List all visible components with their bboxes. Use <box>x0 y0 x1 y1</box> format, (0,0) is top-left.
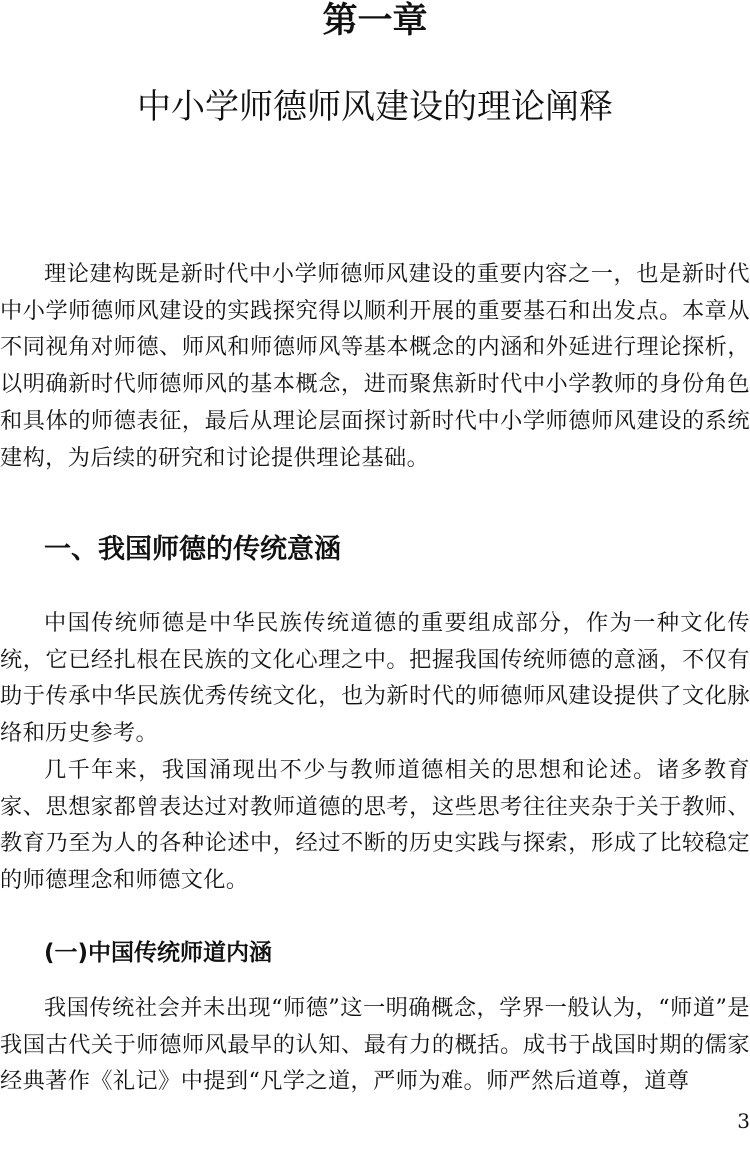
chapter-title: 中小学师德师风建设的理论阐释 <box>137 86 613 127</box>
intro-paragraph: 理论建构既是新时代中小学师德师风建设的重要内容之一，也是新时代中小学师德师风建设的实践探究得以顺利开展的重要基石和出发点。本章从不同视角对师德、师风和师德师风等基本概念的内涵和外延进行理论探析，以明确新时代师德师风的基本概念，进而聚焦新时代中小学教师的身份角色和具体的师德表征，最后从理论层面探讨新时代中小学师德师风建设的系统建构，为后续的研究和讨论提供理论基础。 <box>0 261 750 471</box>
page-number: 3 <box>737 1109 750 1133</box>
section-paragraph-2: 几千年来，我国涌现出不少与教师道德相关的思想和论述。诸多教育家、思想家都曾表达过对教师道德的思考，这些思考往往夹杂于关于教师、教育乃至为人的各种论述中，经过不断的历史实践与探索，形成了比较稳定的师德理念和师德文化。 <box>0 757 750 894</box>
subsection-title: (一)中国传统师道内涵 <box>44 940 273 966</box>
section-paragraph-1: 中国传统师德是中华民族传统道德的重要组成部分，作为一种文化传统，它已经扎根在民族的文化心理之中。把握我国传统师德的意涵，不仅有助于传承中华民族优秀传统文化，也为新时代的师德师风建设提供了文化脉络和历史参考。 <box>0 610 750 747</box>
chapter-label: 第一章 <box>322 0 428 41</box>
section-title: 一、我国师德的传统意涵 <box>44 534 341 565</box>
subsection-paragraph: 我国传统社会并未出现“师德”这一明确概念，学界一般认为，“师道”是我国古代关于师德师风最早的认知、最有力的概括。成书于战国时期的儒家经典著作《礼记》中提到“凡学之道，严师为难。师严然后道尊，道尊 <box>0 995 750 1095</box>
